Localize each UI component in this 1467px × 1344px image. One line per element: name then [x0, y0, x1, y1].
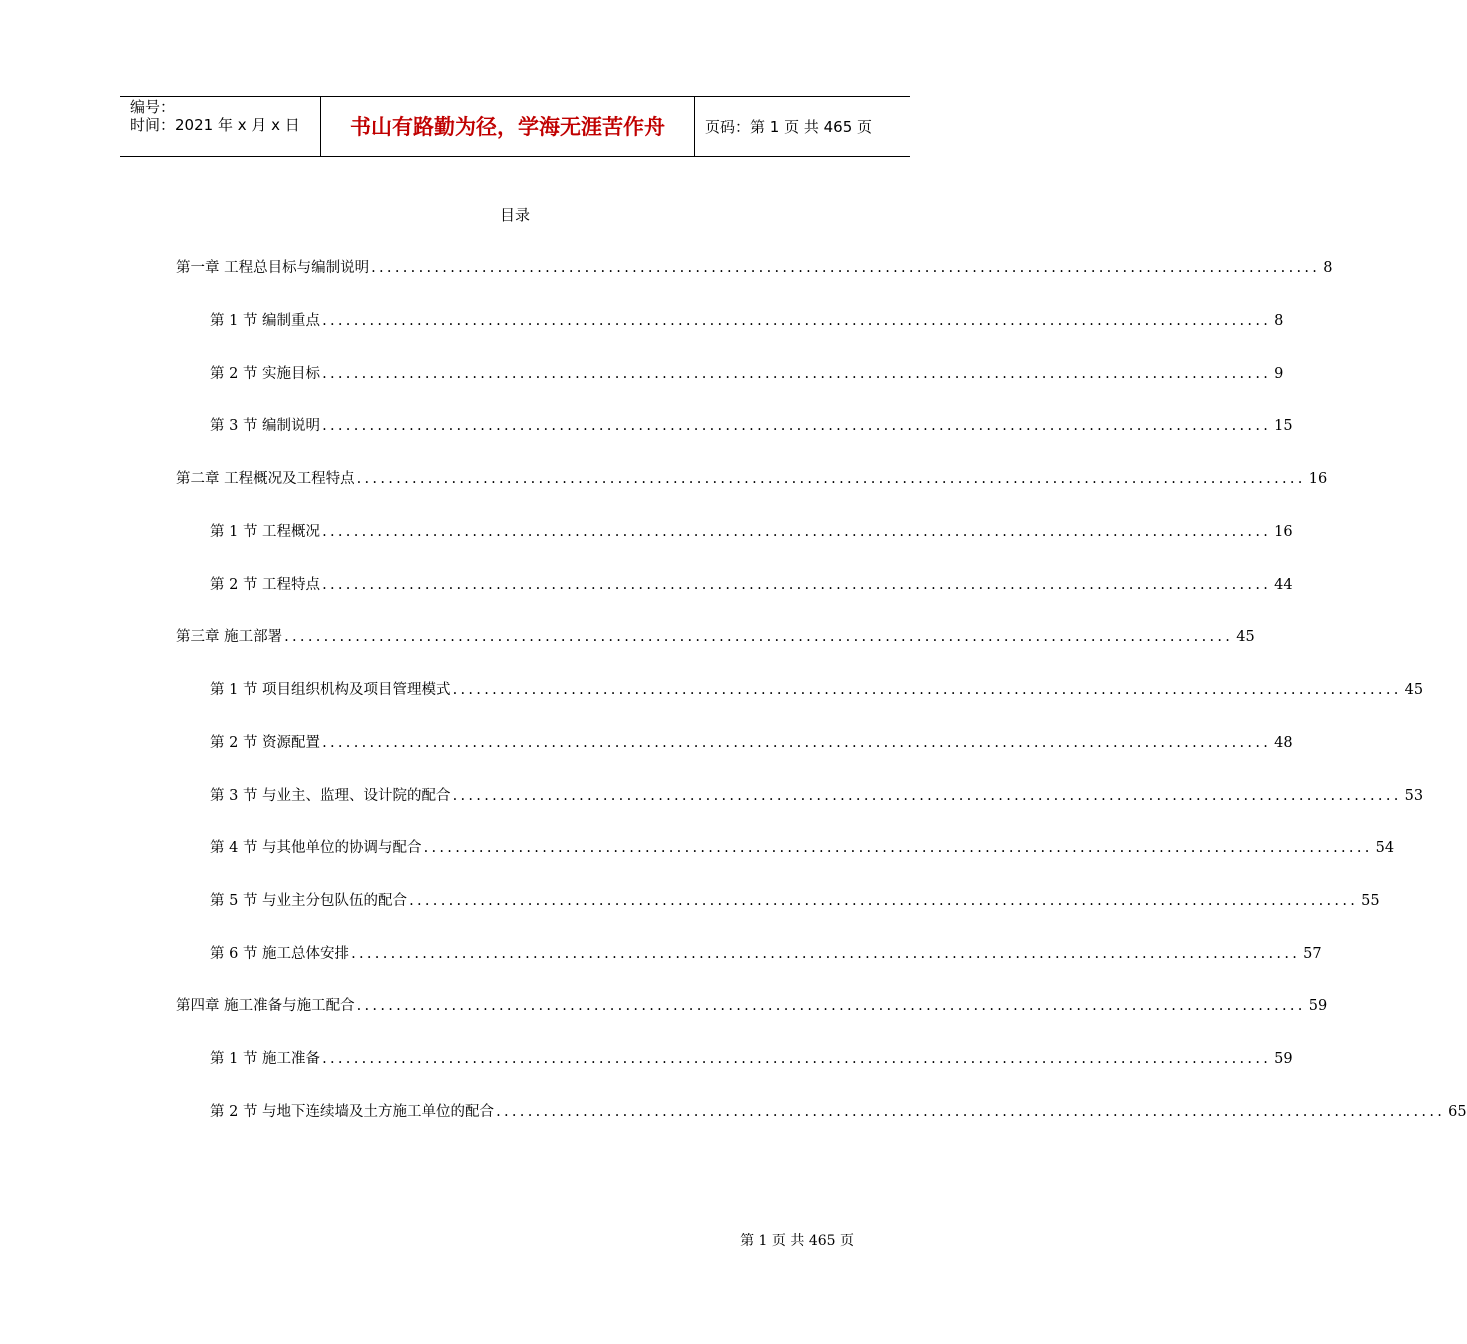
toc-entry-section[interactable]	[210, 364, 1284, 384]
toc-entry-label: 第 2 节 实施目标	[210, 366, 321, 382]
toc-entry-label: 第 6 节 施工总体安排	[210, 946, 350, 962]
toc-entry-page: 57	[1303, 946, 1322, 962]
toc-leader-dots: ........................................................................................................................	[452, 682, 1402, 698]
toc-entry-page: 65	[1448, 1104, 1467, 1120]
toc-leader-dots: ........................................................................................................................	[322, 366, 1272, 382]
toc-entry-page: 44	[1274, 577, 1293, 593]
toc-entry-label: 第一章 工程总目标与编制说明	[176, 260, 370, 276]
toc-leader-dots: ........................................................................................................................	[322, 524, 1272, 540]
toc-entry-page: 59	[1274, 1051, 1293, 1067]
toc-entry-section[interactable]	[210, 1049, 1293, 1069]
toc-entry-section[interactable]	[210, 891, 1380, 911]
toc-entry-section[interactable]	[210, 575, 1293, 595]
header-page-cell	[695, 97, 910, 156]
toc-entry-chapter-1[interactable]	[176, 258, 1333, 278]
toc-entry-section[interactable]	[210, 786, 1424, 806]
toc-entry-label: 第二章 工程概况及工程特点	[176, 471, 355, 487]
toc-entry-label: 第 1 节 项目组织机构及项目管理模式	[210, 682, 451, 698]
toc-entry-label: 第 3 节 与业主、监理、设计院的配合	[210, 788, 451, 804]
toc-entry-section[interactable]	[210, 733, 1293, 753]
toc-leader-dots: ........................................................................................................................	[322, 418, 1272, 434]
toc-leader-dots: ........................................................................................................................	[423, 840, 1373, 856]
toc-entry-label: 第四章 施工准备与施工配合	[176, 998, 355, 1014]
document-time-label: 时间：2021 年 x 月 x 日	[130, 116, 300, 134]
toc-entry-page: 15	[1274, 418, 1293, 434]
toc-leader-dots: ........................................................................................................................	[452, 788, 1402, 804]
toc-entry-page: 9	[1274, 366, 1284, 382]
toc-leader-dots: ........................................................................................................................	[322, 1051, 1272, 1067]
toc-entry-section[interactable]	[210, 1102, 1467, 1122]
toc-entry-label: 第 1 节 工程概况	[210, 524, 321, 540]
toc-entry-section[interactable]	[210, 944, 1322, 964]
toc-leader-dots: ........................................................................................................................	[356, 998, 1306, 1014]
toc-entry-label: 第 2 节 工程特点	[210, 577, 321, 593]
toc-leader-dots: ........................................................................................................................	[322, 735, 1272, 751]
toc-entry-page: 8	[1274, 313, 1284, 329]
toc-leader-dots: ........................................................................................................................	[409, 893, 1359, 909]
page-footer: 第 1 页 共 465 页	[740, 1233, 854, 1249]
toc-leader-dots: ........................................................................................................................	[356, 471, 1306, 487]
toc-entry-page: 55	[1361, 893, 1380, 909]
toc-entry-label: 第 1 节 施工准备	[210, 1051, 321, 1067]
toc-entry-page: 54	[1375, 840, 1395, 856]
toc-entry-section[interactable]	[210, 522, 1293, 542]
toc-entry-label: 第 2 节 与地下连续墙及土方施工单位的配合	[210, 1104, 495, 1120]
toc-entry-chapter-4[interactable]	[176, 996, 1328, 1016]
toc-entry-chapter-2[interactable]	[176, 469, 1328, 489]
toc-leader-dots: ........................................................................................................................	[371, 260, 1321, 276]
toc-entry-label: 第 1 节 编制重点	[210, 313, 321, 329]
toc-entry-section[interactable]	[210, 680, 1424, 700]
document-number-label: 编号：	[130, 98, 176, 116]
toc-entry-section[interactable]	[210, 311, 1284, 331]
toc-entry-page: 16	[1274, 524, 1293, 540]
toc-title: 目录	[499, 206, 530, 224]
header-motto-cell	[321, 97, 695, 156]
toc-entry-chapter-3[interactable]	[176, 627, 1255, 647]
toc-entry-page: 45	[1236, 629, 1255, 645]
toc-entry-label: 第三章 施工部署	[176, 629, 283, 645]
toc-entry-section[interactable]	[210, 838, 1395, 858]
toc-entry-page: 48	[1274, 735, 1293, 751]
header-page-info: 页码：第 1 页 共 465 页	[705, 118, 873, 136]
document-header	[120, 96, 910, 157]
toc-leader-dots: ........................................................................................................................	[351, 946, 1301, 962]
toc-leader-dots: ........................................................................................................................	[284, 629, 1234, 645]
toc-entry-page: 45	[1404, 682, 1424, 698]
header-motto: 书山有路勤为径，学海无涯苦作舟	[350, 115, 665, 139]
toc-entry-label: 第 4 节 与其他单位的协调与配合	[210, 840, 422, 856]
toc-leader-dots: ........................................................................................................................	[322, 577, 1272, 593]
toc-entry-page: 16	[1308, 471, 1328, 487]
toc-entry-label: 第 5 节 与业主分包队伍的配合	[210, 893, 408, 909]
toc-entry-label: 第 3 节 编制说明	[210, 418, 321, 434]
toc-entry-page: 8	[1323, 260, 1333, 276]
header-meta-cell	[120, 97, 321, 156]
toc-entry-page: 53	[1404, 788, 1424, 804]
toc-leader-dots: ........................................................................................................................	[496, 1104, 1446, 1120]
toc-entry-label: 第 2 节 资源配置	[210, 735, 321, 751]
toc-entry-page: 59	[1308, 998, 1328, 1014]
toc-leader-dots: ........................................................................................................................	[322, 313, 1272, 329]
toc-entry-section[interactable]	[210, 416, 1293, 436]
